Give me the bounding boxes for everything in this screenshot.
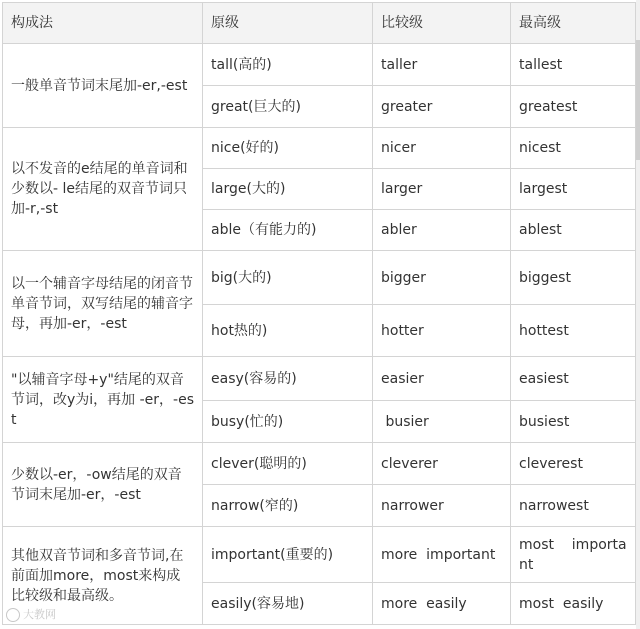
rule-cell: 以不发音的e结尾的单音词和少数以- le结尾的双音节词只加-r,-st (3, 128, 203, 251)
positive-cell: great(巨大的) (203, 86, 373, 128)
comparative-cell: nicer (373, 128, 511, 169)
table-row (3, 357, 636, 401)
comparative-cell: more important (373, 527, 511, 583)
superlative-cell: most easily (511, 583, 636, 625)
positive-cell: busy(忙的) (203, 401, 373, 443)
superlative-cell: cleverest (511, 443, 636, 485)
comparative-cell: narrower (373, 485, 511, 527)
table-row (3, 527, 636, 583)
comparative-cell: busier (373, 401, 511, 443)
positive-cell: narrow(窄的) (203, 485, 373, 527)
watermark-logo-icon (6, 608, 20, 622)
table-row (3, 128, 636, 169)
positive-cell: nice(好的) (203, 128, 373, 169)
comparative-cell: abler (373, 210, 511, 251)
header-comparative: 比较级 (373, 3, 511, 44)
comparative-cell: more easily (373, 583, 511, 625)
rule-cell: 少数以-er，-ow结尾的双音节词末尾加-er，-est (3, 443, 203, 527)
comparative-cell: bigger (373, 251, 511, 305)
positive-cell: clever(聪明的) (203, 443, 373, 485)
superlative-cell: nicest (511, 128, 636, 169)
superlative-cell: greatest (511, 86, 636, 128)
positive-cell: easily(容易地) (203, 583, 373, 625)
positive-cell: important(重要的) (203, 527, 373, 583)
watermark (6, 606, 56, 622)
header-superlative: 最高级 (511, 3, 636, 44)
superlative-cell: busiest (511, 401, 636, 443)
table-row (3, 44, 636, 86)
positive-cell: big(大的) (203, 251, 373, 305)
superlative-cell: most important (511, 527, 636, 583)
positive-cell: able（有能力的) (203, 210, 373, 251)
comparative-cell: hotter (373, 305, 511, 357)
positive-cell: tall(高的) (203, 44, 373, 86)
rule-cell: 其他双音节词和多音节词,在前面加more，most来构成比较级和最高级。 (3, 527, 203, 625)
table-row (3, 443, 636, 485)
comparative-cell: cleverer (373, 443, 511, 485)
superlative-cell: tallest (511, 44, 636, 86)
comparison-table (2, 2, 636, 625)
rule-cell: 以一个辅音字母结尾的闭音节单音节词，双写结尾的辅音字母，再加-er，-est (3, 251, 203, 357)
comparative-cell: taller (373, 44, 511, 86)
comparative-cell: greater (373, 86, 511, 128)
superlative-cell: biggest (511, 251, 636, 305)
superlative-cell: largest (511, 169, 636, 210)
rule-cell: "以辅音字母+y"结尾的双音节词，改y为i，再加 -er，-est (3, 357, 203, 443)
superlative-cell: hottest (511, 305, 636, 357)
positive-cell: large(大的) (203, 169, 373, 210)
superlative-cell: ablest (511, 210, 636, 251)
comparative-cell: larger (373, 169, 511, 210)
header-method: 构成法 (3, 3, 203, 44)
comparative-cell: easier (373, 357, 511, 401)
scrollbar-thumb[interactable] (636, 40, 640, 160)
superlative-cell: easiest (511, 357, 636, 401)
table-row (3, 251, 636, 305)
header-positive: 原级 (203, 3, 373, 44)
watermark-text: 大教网 (23, 608, 56, 621)
positive-cell: easy(容易的) (203, 357, 373, 401)
superlative-cell: narrowest (511, 485, 636, 527)
rule-cell: 一般单音节词末尾加-er,-est (3, 44, 203, 128)
positive-cell: hot热的) (203, 305, 373, 357)
header-row (3, 3, 636, 44)
